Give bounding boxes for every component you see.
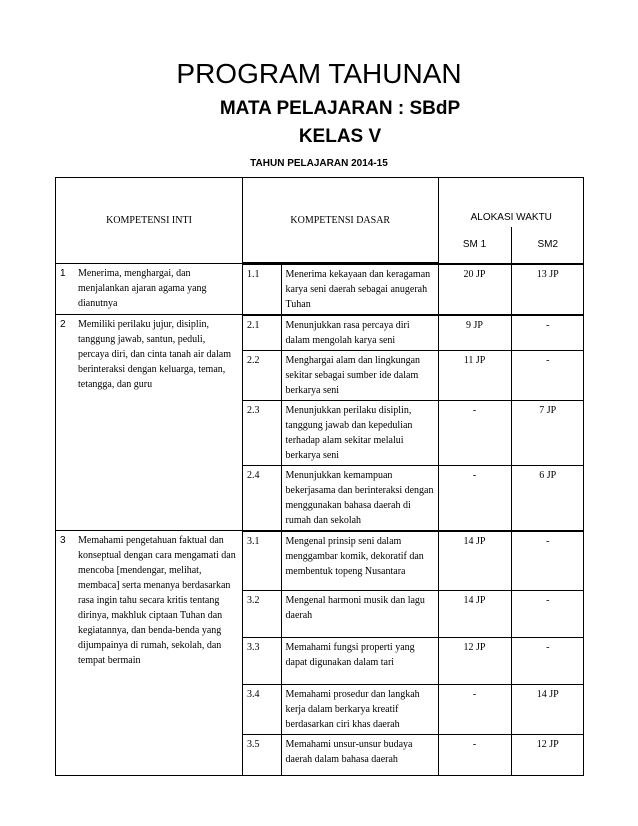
ki-cell — [56, 264, 243, 315]
header-alloc-label: ALOKASI WAKTU — [470, 212, 552, 224]
ki-number: 1 — [60, 268, 66, 279]
kd-number: 2.2 — [243, 351, 281, 401]
header-sm2 — [511, 227, 584, 262]
kd-number: 3.1 — [243, 532, 281, 591]
kd-sm1: - — [438, 685, 511, 735]
kd-number: 2.1 — [243, 316, 281, 351]
ki-text: Memahami pengetahuan faktual dan konseptual dengan cara mengamati dan mencoba [mendengar, melihat, membaca] serta menanya berdasarkan rasa ingin tahu secara kritis tentang dirinya, makhluk ciptaan Tuhan dan kegiatannya, dan benda-benda yang dijumpainya di rumah, sekolah, dan tempat bermain — [78, 535, 236, 666]
kd-sm2: 6 JP — [511, 466, 584, 531]
class-title: KELAS V — [298, 126, 382, 147]
kd-text: Mengenal prinsip seni dalam menggambar komik, dekoratif dan membentuk topeng Nusantara — [281, 532, 438, 591]
kd-sm2: 14 JP — [511, 685, 584, 735]
kd-text: Menghargai alam dan lingkungan sekitar sebagai sumber ide dalam berkarya seni — [281, 351, 438, 401]
kd-sm1: 12 JP — [438, 638, 511, 685]
kd-sm2: - — [511, 591, 584, 638]
kd-sm1: - — [438, 401, 511, 466]
kd-number: 3.5 — [243, 735, 281, 776]
kd-text: Memahami prosedur dan langkah kerja dalam berkarya kreatif berdasarkan ciri khas daerah — [281, 685, 438, 735]
kd-sm1: - — [438, 466, 511, 531]
table-body — [56, 264, 584, 776]
kd-sm1: 14 JP — [438, 532, 511, 591]
kd-text: Menerima kekayaan dan keragaman karya seni daerah sebagai anugerah Tuhan — [281, 265, 438, 315]
ki-number: 3 — [60, 535, 66, 546]
header-kompetensi-dasar — [243, 178, 438, 263]
kd-sm2: - — [511, 351, 584, 401]
kd-text: Mengenal harmoni musik dan lagu daerah — [281, 591, 438, 638]
kd-sm1: 9 JP — [438, 316, 511, 351]
kd-text: Menunjukkan perilaku disiplin, tanggung jawab dan kepedulian terhadap alam sekitar melalui berkarya seni — [281, 401, 438, 466]
kd-number: 3.4 — [243, 685, 281, 735]
kd-group — [243, 531, 584, 776]
document-title: PROGRAM TAHUNAN — [176, 58, 462, 89]
kd-row — [243, 532, 584, 591]
header-sm2-label: SM2 — [537, 239, 559, 251]
kd-row — [243, 401, 584, 466]
kd-group — [243, 264, 584, 315]
kd-text: Menunjukkan rasa percaya diri dalam mengolah karya seni — [281, 316, 438, 351]
kd-sm1: 14 JP — [438, 591, 511, 638]
kd-row — [243, 735, 584, 776]
ki-cell — [56, 315, 243, 531]
kd-sm2: 7 JP — [511, 401, 584, 466]
ki-text: Memiliki perilaku jujur, disiplin, tanggung jawab, santun, peduli, percaya diri, dan cinta tanah air dalam berinteraksi dengan keluarga, teman, tetangga, dan guru — [78, 319, 231, 390]
header-right — [243, 178, 584, 264]
kd-number: 2.3 — [243, 401, 281, 466]
kd-row — [243, 316, 584, 351]
ki-text: Menerima, menghargai, dan menjalankan ajaran agama yang dianutnya — [78, 268, 207, 309]
kd-text: Menunjukkan kemampuan bekerjasama dan berinteraksi dengan menggunakan bahasa daerah di rumah dan sekolah — [281, 466, 438, 531]
table-row — [56, 264, 584, 315]
header-sm1-label: SM 1 — [462, 239, 487, 251]
program-table — [55, 177, 584, 776]
kd-number: 1.1 — [243, 265, 281, 315]
kd-sm1: 11 JP — [438, 351, 511, 401]
ki-number: 2 — [60, 319, 66, 330]
kd-sm1: - — [438, 735, 511, 776]
kd-number: 2.4 — [243, 466, 281, 531]
kd-text: Memahami fungsi properti yang dapat digunakan dalam tari — [281, 638, 438, 685]
header-alokasi-waktu — [438, 178, 584, 227]
academic-year: TAHUN PELAJARAN 2014-15 — [250, 158, 388, 169]
kd-sm1: 20 JP — [438, 265, 511, 315]
kd-row — [243, 265, 584, 315]
subject-title: MATA PELAJARAN : SBdP — [219, 98, 461, 119]
kd-number: 3.2 — [243, 591, 281, 638]
header-sm1 — [438, 227, 511, 262]
kd-group — [243, 315, 584, 531]
table-row — [56, 531, 584, 776]
kd-row — [243, 685, 584, 735]
header-ki-label: KOMPETENSI INTI — [106, 215, 192, 226]
kd-text: Memahami unsur-unsur budaya daerah dalam bahasa daerah — [281, 735, 438, 776]
kd-sm2: - — [511, 316, 584, 351]
ki-cell — [56, 531, 243, 776]
kd-row — [243, 638, 584, 685]
kd-sm2: - — [511, 638, 584, 685]
kd-number: 3.3 — [243, 638, 281, 685]
kd-row — [243, 351, 584, 401]
kd-sm2: 12 JP — [511, 735, 584, 776]
table-header-row — [56, 178, 584, 264]
kd-row — [243, 466, 584, 531]
table-row — [56, 315, 584, 531]
kd-sm2: - — [511, 532, 584, 591]
kd-row — [243, 591, 584, 638]
header-kd-label: KOMPETENSI DASAR — [290, 214, 391, 226]
header-kompetensi-inti — [56, 178, 243, 264]
kd-sm2: 13 JP — [511, 265, 584, 315]
